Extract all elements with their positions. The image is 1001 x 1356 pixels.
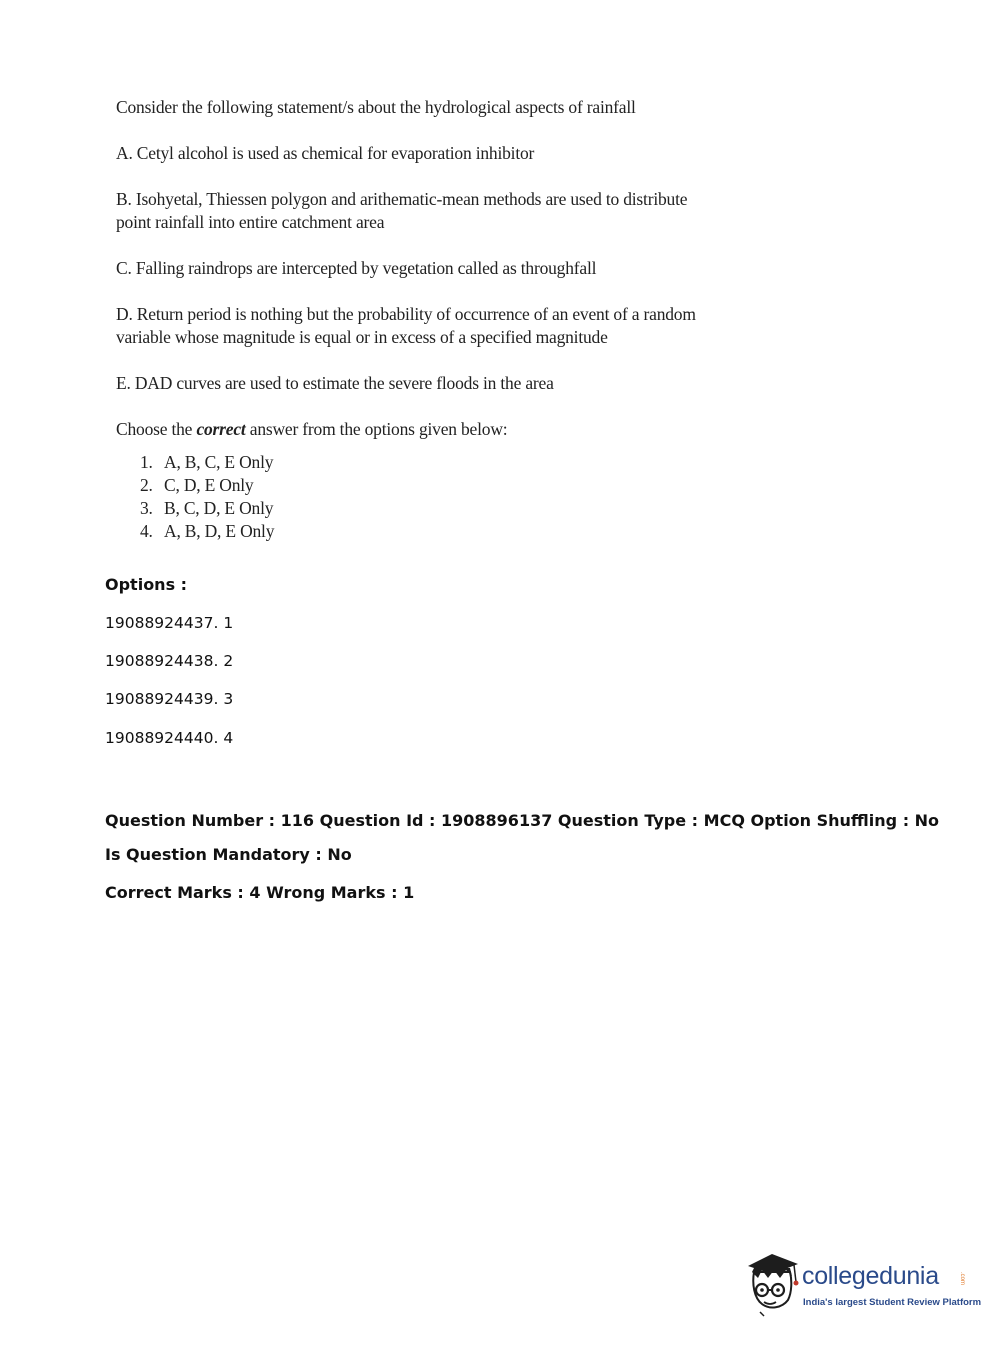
choice-number: 4. (140, 521, 153, 541)
choice-text: B, C, D, E Only (164, 498, 274, 518)
option-2: 19088924438. 2 (105, 652, 234, 670)
options-heading: Options : (105, 575, 188, 594)
choice-list (140, 451, 756, 543)
choice-text: A, B, D, E Only (164, 521, 275, 541)
option-4: 19088924440. 4 (105, 729, 234, 747)
choose-prefix: Choose the (116, 419, 197, 439)
marks-line: Correct Marks : 4 Wrong Marks : 1 (105, 883, 415, 902)
student-mascot-icon (742, 1250, 802, 1320)
question-meta-line: Question Number : 116 Question Id : 1908896137 Question Type : MCQ Option Shuffling : No (105, 811, 940, 830)
choose-emphasis: correct (196, 419, 246, 439)
statement-a: A. Cetyl alcohol is used as chemical for evaporation inhibitor (116, 143, 535, 163)
collegedunia-logo (742, 1250, 982, 1320)
question-image (116, 96, 756, 543)
choice-item (140, 451, 756, 474)
choice-number: 1. (140, 452, 153, 472)
option-1: 19088924437. 1 (105, 614, 234, 632)
choose-instruction (116, 418, 756, 441)
choice-number: 2. (140, 475, 153, 495)
choice-number: 3. (140, 498, 153, 518)
statement-b: B. Isohyetal, Thiessen polygon and arithematic-mean methods are used to distribute point rainfall into entire catchment area (116, 189, 688, 232)
logo-wordmark: collegedunia (802, 1262, 939, 1290)
statement-d: D. Return period is nothing but the probability of occurrence of an event of a random variable whose magnitude is equal or in excess of a specified magnitude (116, 304, 696, 347)
mandatory-line: Is Question Mandatory : No (105, 845, 352, 864)
choice-item (140, 474, 756, 497)
question-intro: Consider the following statement/s about the hydrological aspects of rainfall (116, 97, 636, 117)
logo-dotcom: .com (959, 1272, 965, 1286)
statement-c: C. Falling raindrops are intercepted by vegetation called as throughfall (116, 258, 597, 278)
choice-item (140, 497, 756, 520)
logo-tagline: India's largest Student Review Platform (803, 1297, 982, 1308)
choice-text: C, D, E Only (164, 475, 254, 495)
choice-item (140, 520, 756, 543)
choice-text: A, B, C, E Only (164, 452, 274, 472)
choose-suffix: answer from the options given below: (245, 419, 508, 439)
option-3: 19088924439. 3 (105, 690, 234, 708)
statement-e: E. DAD curves are used to estimate the severe floods in the area (116, 373, 554, 393)
